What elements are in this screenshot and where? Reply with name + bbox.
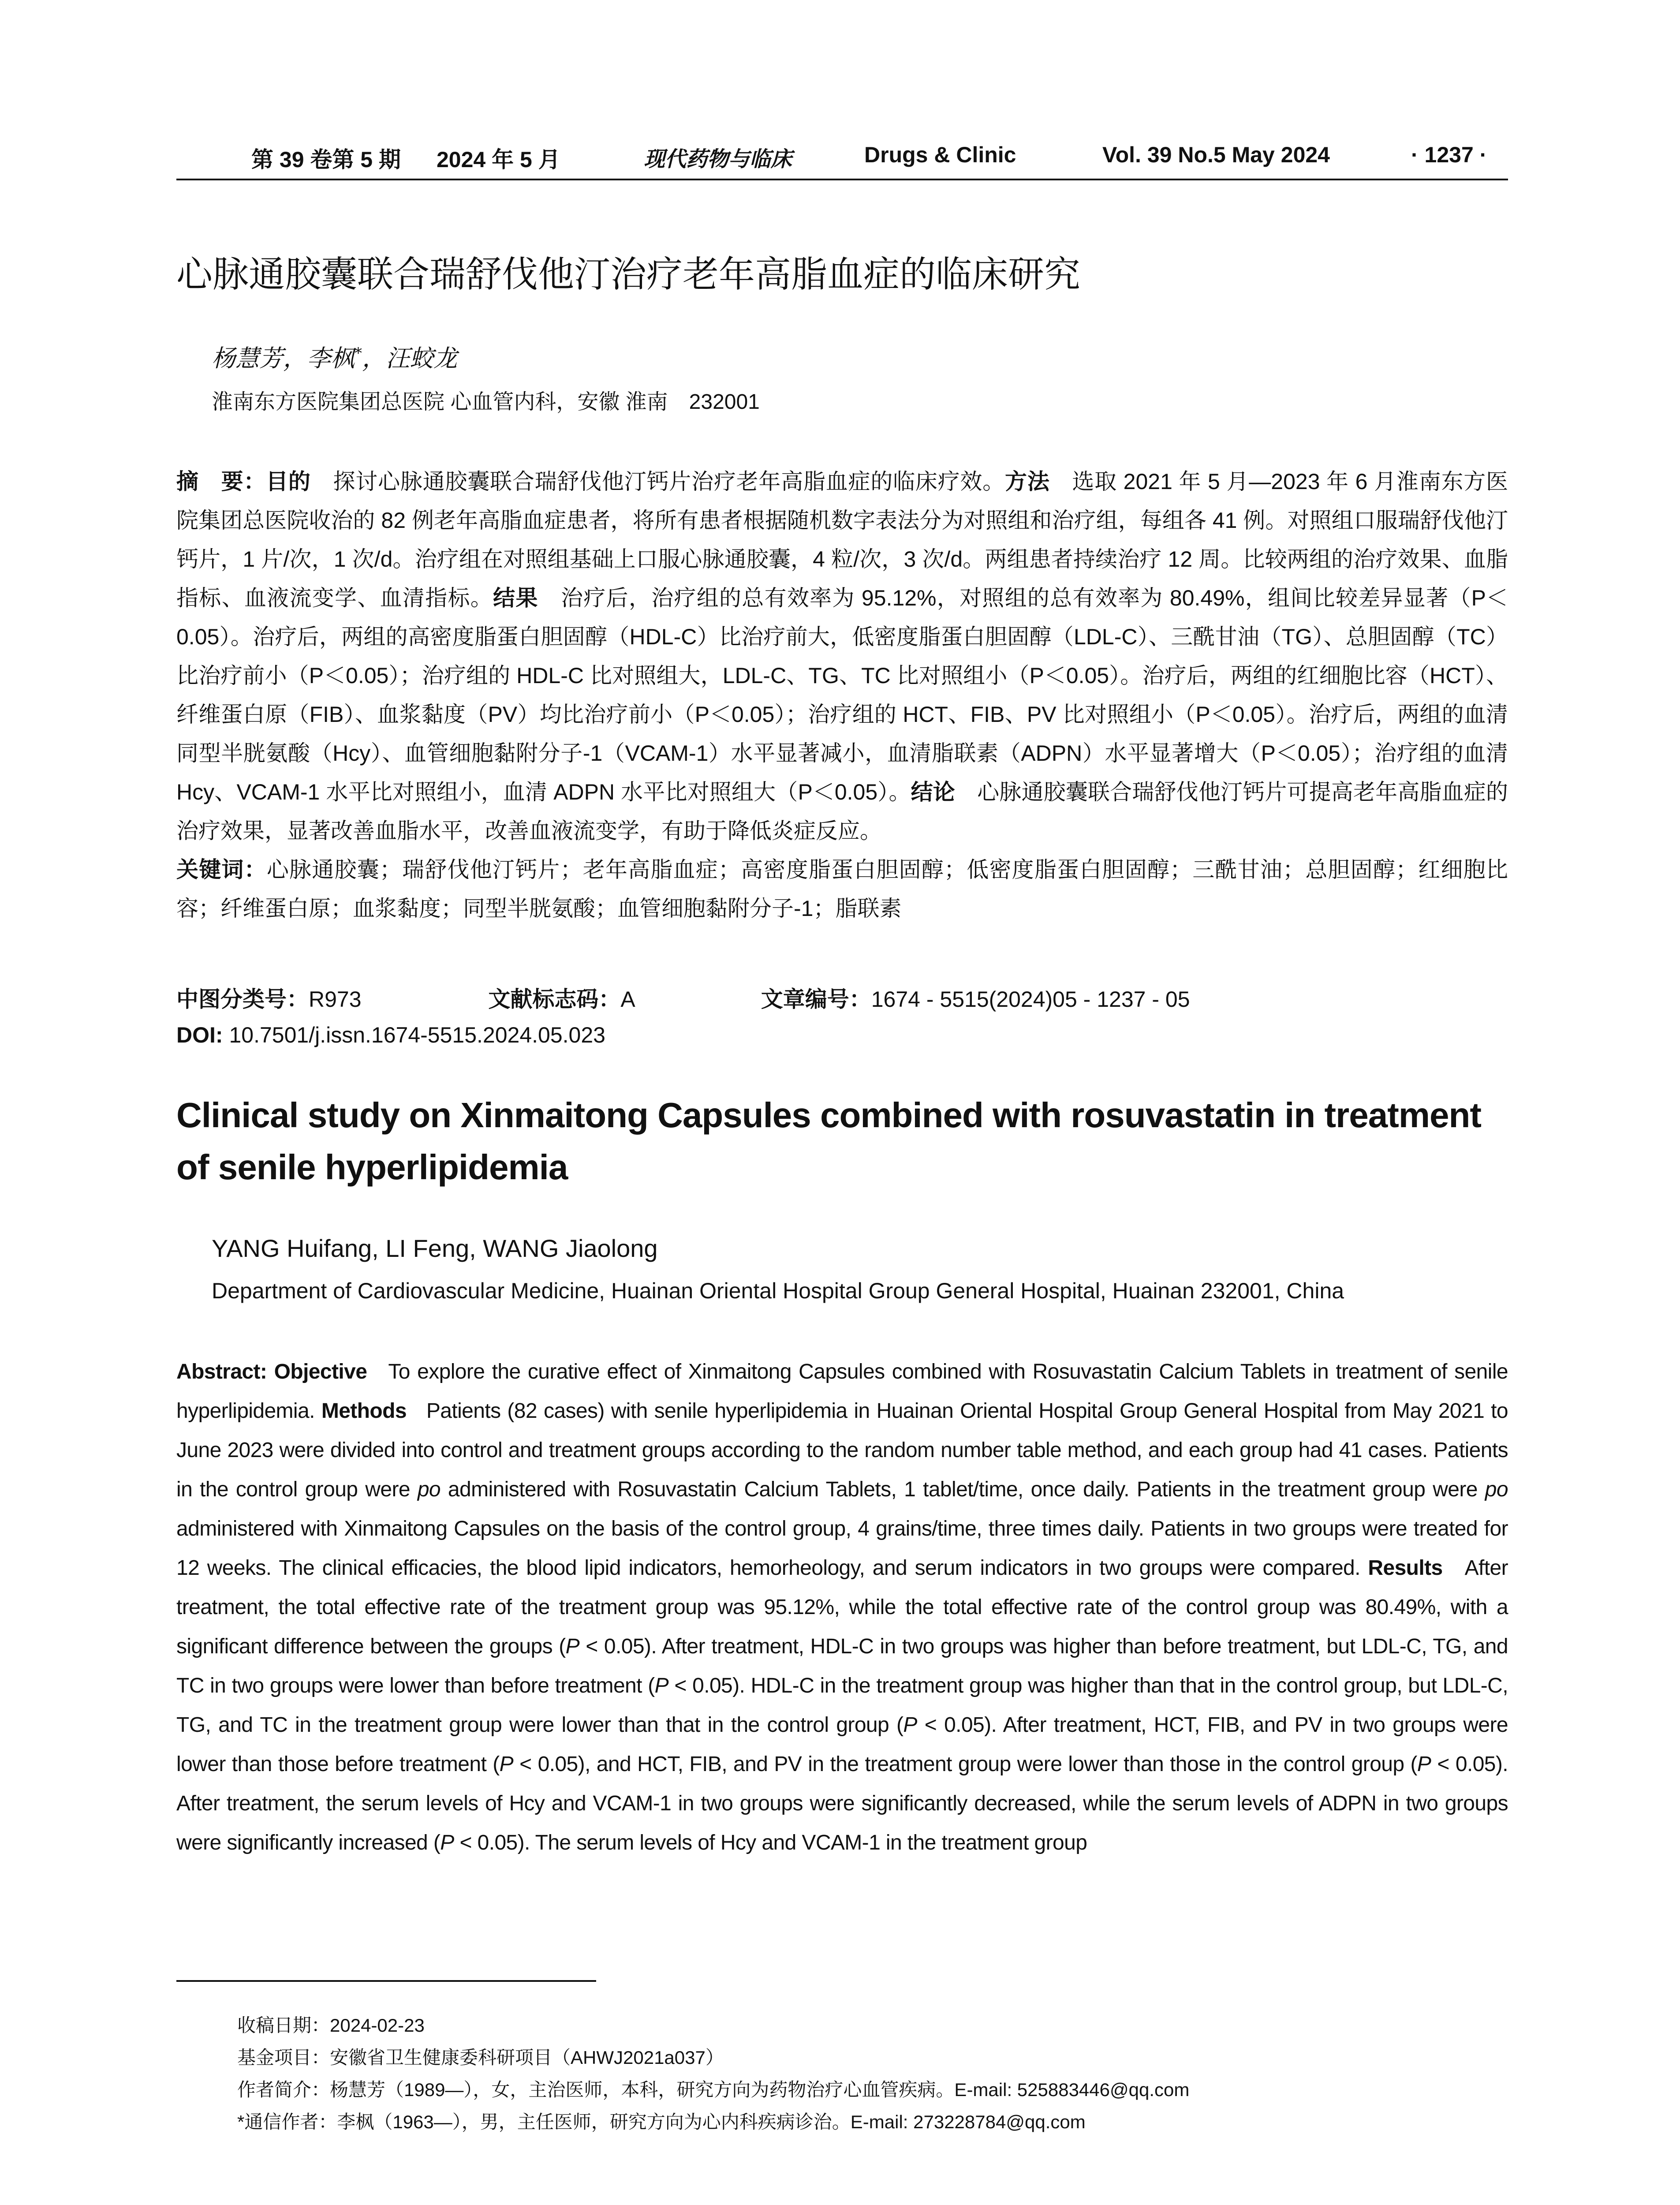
- en-results-text-3: HDL-C in the treatment group was higher than that in the control group, but LDL-C, TG, and TC in the treatment group were lower than that in the control group (: [176, 1674, 1508, 1737]
- doc-code-value: A: [620, 987, 634, 1012]
- cn-conclusion-label: 结论: [911, 780, 955, 804]
- en-abstract-label: Abstract:: [176, 1360, 267, 1383]
- header-volume-en: Vol. 39 No.5 May 2024: [1102, 142, 1330, 167]
- p-value: < 0.05).: [1431, 1753, 1508, 1776]
- footnote-corresponding: *通信作者：李枫（1963—），男，主任医师，研究方向为心内科疾病诊治。E-mail: 273228784@qq.com: [237, 2112, 1086, 2132]
- header-page-number: · 1237 ·: [1411, 142, 1487, 167]
- p-value: < 0.05).: [579, 1635, 657, 1658]
- en-results-text-2: After treatment, HDL-C in two groups was higher than before treatment, but LDL-C, TG, and TC in two groups were lower than before treatment (: [176, 1635, 1508, 1697]
- p-symbol: P: [499, 1753, 514, 1776]
- cn-abstract-label: 摘 要：: [176, 469, 266, 494]
- p-value: < 0.05).: [917, 1713, 997, 1737]
- p-symbol: P: [903, 1713, 917, 1737]
- p-value-comma: < 0.05), and HCT, FIB, and PV in the treatment group were lower than those in the control group (: [513, 1753, 1417, 1776]
- english-abstract: [176, 1352, 1508, 1862]
- po-abbrev: po: [1485, 1478, 1508, 1501]
- cn-methods-text: 选取 2021 年 5 月—2023 年 6 月淮南东方医院集团总医院收治的 82 例老年高脂血症患者，将所有患者根据随机数字表法分为对照组和治疗组，每组各 41 例。对照组口服瑞舒伐他汀钙片，1 片/次，1 次/d。治疗组在对照组基础上口服心脉通胶囊，4 粒/次，3 次/d。两组患者持续治疗 12 周。比较两组的治疗效果、血脂指标、血液流变学、血清指标。: [176, 469, 1508, 610]
- en-results-text-4: After treatment, HCT, FIB, and PV in two groups were lower than those before treatment (: [176, 1713, 1508, 1776]
- article-no-value: 1674 - 5515(2024)05 - 1237 - 05: [871, 987, 1190, 1012]
- footnote-received: 收稿日期：2024-02-23: [237, 2015, 425, 2036]
- p-symbol: P: [654, 1674, 669, 1697]
- cn-objective-label: 目的: [266, 469, 311, 494]
- header-rule: [176, 179, 1508, 180]
- doc-code-label: 文献标志码：: [488, 987, 621, 1012]
- cn-keywords-label: 关键词：: [176, 857, 267, 882]
- p-value: < 0.05).: [454, 1831, 530, 1854]
- header-journal-cn: 现代药物与临床: [644, 148, 792, 171]
- p-value: < 0.05).: [668, 1674, 745, 1697]
- cn-keywords: 心脉通胶囊；瑞舒伐他汀钙片；老年高脂血症；高密度脂蛋白胆固醇；低密度脂蛋白胆固醇；三酰甘油；总胆固醇；红细胞比容；纤维蛋白原；血浆黏度；同型半胱氨酸；血管细胞黏附分子-1；脂联素: [176, 857, 1508, 921]
- cn-results-label: 结果: [493, 586, 538, 610]
- p-symbol: P: [565, 1635, 580, 1658]
- header-journal-en: Drugs & Clinic: [864, 142, 1016, 167]
- article-no-label: 文章编号：: [761, 987, 871, 1012]
- corresponding-mark: *: [355, 344, 362, 362]
- p-symbol: P: [440, 1831, 454, 1854]
- chinese-authors-tail: ，汪蛟龙: [362, 344, 457, 372]
- cn-objective-text: 探讨心脉通胶囊联合瑞舒伐他汀钙片治疗老年高脂血症的临床疗效。: [333, 469, 1005, 494]
- english-title: Clinical study on Xinmaitong Capsules combined with rosuvastatin in treatment of senile hyperlipidemia: [176, 1095, 1482, 1187]
- chinese-authors: [212, 340, 457, 374]
- chinese-affiliation: 淮南东方医院集团总医院 心血管内科，安徽 淮南 232001: [212, 390, 760, 414]
- chinese-authors-names: 杨慧芳，李枫: [212, 344, 355, 372]
- en-objective-label: Objective: [274, 1360, 367, 1383]
- header-date-cn: 2024 年 5 月: [437, 147, 560, 172]
- doi-line: [176, 1022, 605, 1048]
- footnote-author: 作者简介：杨慧芳（1989—），女，主治医师，本科，研究方向为药物治疗心血管疾病。E-mail: 525883446@qq.com: [237, 2079, 1190, 2100]
- cn-methods-label: 方法: [1005, 469, 1050, 494]
- running-header: [176, 142, 1508, 177]
- en-methods-text-2: administered with Rosuvastatin Calcium Tablets, 1 tablet/time, once daily. Patients in the treatment group were: [448, 1478, 1478, 1501]
- en-methods-text-3: administered with Xinmaitong Capsules on the basis of the control group, 4 grains/time, three times daily. Patients in two groups were treated for 12 weeks. The clinical efficacies, the blood lipid indicators, hemorheology, and serum indicators in two groups were compared.: [176, 1517, 1508, 1580]
- en-methods-text-1: Patients (82 cases) with senile hyperlipidemia in Huainan Oriental Hospital Group General Hospital from May 2021 to June 2023 were divided into control and treatment groups according to the random number table method, and each group had 41 cases. Patients in the control group were: [176, 1399, 1508, 1501]
- en-results-text-1: After treatment, the total effective rate of the treatment group was 95.12%, while the total effective rate of the control group was 80.49%, with a significant difference between the groups (: [176, 1556, 1508, 1658]
- header-volume-cn: 第 39 卷第 5 期: [251, 147, 401, 172]
- doi-label: DOI:: [176, 1023, 223, 1047]
- po-abbrev: po: [417, 1478, 441, 1501]
- cn-results-text: 治疗后，治疗组的总有效率为 95.12%，对照组的总有效率为 80.49%，组间比较差异显著（P＜0.05）。治疗后，两组的高密度脂蛋白胆固醇（HDL-C）比治疗前大，低密度脂蛋白胆固醇（LDL-C）、三酰甘油（TG）、总胆固醇（TC）比治疗前小（P＜0.05）；治疗组的 HDL-C 比对照组大，LDL-C、TG、TC 比对照组小（P＜0.05）。治疗后，两组的红细胞比容（HCT）、纤维蛋白原（FIB）、血浆黏度（PV）均比治疗前小（P＜0.05）；治疗组的 HCT、FIB、PV 比对照组小（P＜0.05）。治疗后，两组的血清同型半胱氨酸（Hcy）、血管细胞黏附分子-1（VCAM-1）水平显著减小，血清脂联素（ADPN）水平显著增大（P＜0.05）；治疗组的血清 Hcy、VCAM-1 水平比对照组小，血清 ADPN 水平比对照组大（P＜0.05）。: [176, 586, 1508, 804]
- en-methods-label: Methods: [321, 1399, 407, 1423]
- en-results-label: Results: [1368, 1556, 1443, 1580]
- en-objective-text: To explore the curative effect of Xinmaitong Capsules combined with Rosuvastatin Calcium Tablets in treatment of senile hyperlipidemia.: [176, 1360, 1508, 1423]
- cn-conclusion-text: 心脉通胶囊联合瑞舒伐他汀钙片可提高老年高脂血症的治疗效果，显著改善血脂水平，改善血液流变学，有助于降低炎症反应。: [176, 780, 1508, 843]
- footnote-fund: 基金项目：安徽省卫生健康委科研项目（AHWJ2021a037）: [237, 2047, 724, 2068]
- footnote-rule: [176, 1980, 596, 1982]
- clc-label: 中图分类号：: [176, 987, 309, 1012]
- chinese-title: 心脉通胶囊联合瑞舒伐他汀治疗老年高脂血症的临床研究: [176, 254, 1081, 295]
- p-symbol: P: [1417, 1753, 1431, 1776]
- english-affiliation: Department of Cardiovascular Medicine, Huainan Oriental Hospital Group General Hospital, Huainan 232001, China: [212, 1278, 1344, 1303]
- doi-value: 10.7501/j.issn.1674-5515.2024.05.023: [229, 1023, 605, 1047]
- english-authors: YANG Huifang, LI Feng, WANG Jiaolong: [212, 1234, 658, 1262]
- chinese-abstract: [176, 462, 1508, 928]
- clc-value: R973: [309, 987, 362, 1012]
- en-results-text-5: After treatment, the serum levels of Hcy and VCAM-1 in two groups were significantly decreased, while the serum levels of ADPN in two groups were significantly increased (: [176, 1792, 1508, 1854]
- classification-line: [176, 982, 1190, 1013]
- en-results-text-6: The serum levels of Hcy and VCAM-1 in the treatment group: [530, 1831, 1087, 1854]
